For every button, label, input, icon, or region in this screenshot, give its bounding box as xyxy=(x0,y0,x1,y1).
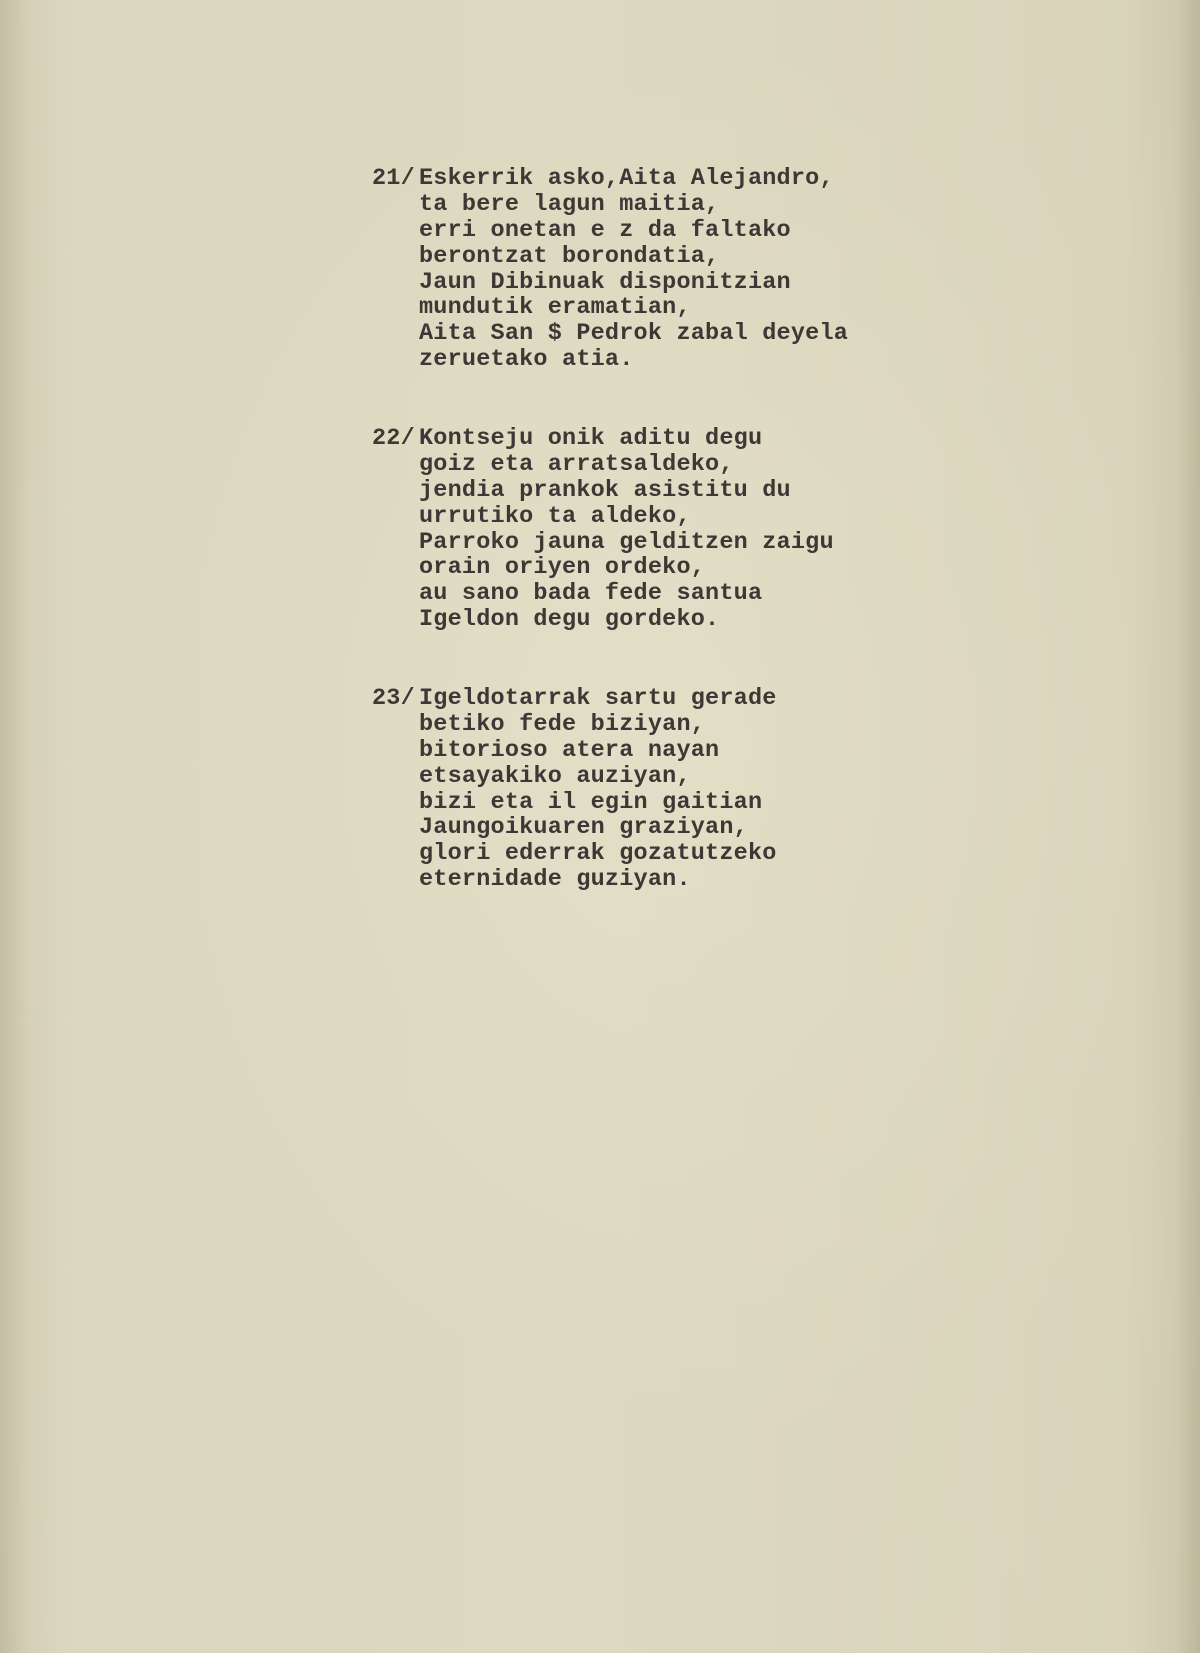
stanza-line: Aita San $ Pedrok zabal deyela xyxy=(419,320,849,348)
stanza-number: 22/ xyxy=(372,425,415,452)
stanza-line xyxy=(372,426,834,452)
stanza-line: orain oriyen ordeko, xyxy=(419,554,706,582)
stanza-line: Jaun Dibinuak disponitzian xyxy=(419,268,791,296)
stanza-line: bizi eta il egin gaitian xyxy=(419,788,763,816)
stanza-line: ta bere lagun maitia, xyxy=(419,190,720,218)
stanza-number: 23/ xyxy=(372,685,415,712)
stanza-line: mundutik eramatian, xyxy=(419,294,691,322)
stanza-line: betiko fede biziyan, xyxy=(419,710,706,738)
stanza-first-line: Kontseju onik aditu degu xyxy=(419,425,763,452)
stanza-line: berontzat borondatia, xyxy=(419,242,720,270)
stanza-22 xyxy=(372,426,834,633)
stanza-23 xyxy=(372,686,777,893)
stanza-line: eternidade guziyan. xyxy=(419,866,691,894)
stanza-21 xyxy=(372,166,848,373)
stanza-line xyxy=(372,166,848,192)
stanza-first-line: Igeldotarrak sartu gerade xyxy=(419,685,777,712)
stanza-line: Parroko jauna gelditzen zaigu xyxy=(419,528,834,556)
stanza-line: goiz eta arratsaldeko, xyxy=(419,450,734,478)
stanza-line: Jaungoikuaren graziyan, xyxy=(419,814,748,842)
stanza-line: urrutiko ta aldeko, xyxy=(419,502,691,530)
stanza-line: glori ederrak gozatutzeko xyxy=(419,840,777,868)
stanza-line: etsayakiko auziyan, xyxy=(419,762,691,790)
stanza-line xyxy=(372,686,777,712)
stanza-line: bitorioso atera nayan xyxy=(419,736,720,764)
stanza-line: Igeldon degu gordeko. xyxy=(419,606,720,634)
stanza-first-line: Eskerrik asko,Aita Alejandro, xyxy=(419,165,834,192)
stanza-line: erri onetan e z da faltako xyxy=(419,216,791,244)
stanza-line: au sano bada fede santua xyxy=(419,580,763,608)
stanza-line: zeruetako atia. xyxy=(419,346,634,374)
stanza-number: 21/ xyxy=(372,165,415,192)
stanza-line: jendia prankok asistitu du xyxy=(419,476,791,504)
